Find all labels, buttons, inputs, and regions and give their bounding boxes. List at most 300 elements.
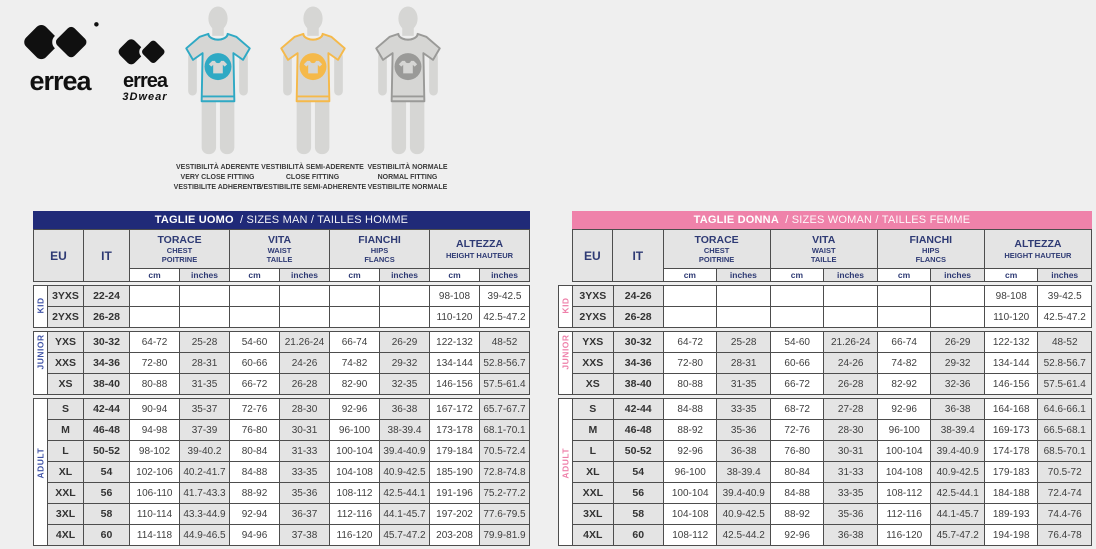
measure-cm-cell: 94-96 [230,525,280,546]
measure-cm-cell: 108-112 [663,525,717,546]
measure-label: HEIGHT HAUTEUR [1004,250,1072,260]
measure-inches-cell: 37-38 [280,525,330,546]
size-row [559,462,1092,483]
column-header-eu: EU [572,230,612,282]
size-it-cell: 46-48 [613,420,663,441]
errea-logo-text: errea [29,66,91,96]
size-it-cell: 50-52 [613,441,663,462]
errea-diamonds-icon [18,18,102,68]
size-eu-cell: XS [48,374,84,395]
measure-label: TAILLE [810,255,837,265]
measure-cm-cell: 94-98 [130,420,180,441]
measure-inches-cell: 32-35 [380,374,430,395]
measure-cm-cell: 76-80 [770,441,824,462]
measure-cm-cell: 66-72 [770,374,824,395]
size-eu-cell: XXL [573,483,613,504]
woman-header-table [558,229,1092,282]
unit-cm-label: cm [770,269,824,282]
size-eu-cell: 2YXS [573,307,613,328]
measure-cm-cell: 100-104 [330,441,380,462]
size-row [34,286,530,307]
measure-inches-cell: 39-42.5 [1038,286,1092,307]
size-row [34,441,530,462]
measure-inches-cell: 43.3-44.9 [180,504,230,525]
measure-inches-cell [280,307,330,328]
measure-cm-cell: 110-120 [430,307,480,328]
measure-inches-cell: 72.4-74 [1038,483,1092,504]
measure-cm-cell [330,286,380,307]
fit-figure-normal [360,6,455,193]
size-row [34,504,530,525]
measure-inches-cell: 31-35 [180,374,230,395]
unit-inches-label: inches [280,269,330,282]
measure-inches-cell: 65.7-67.7 [480,399,530,420]
measure-label: POITRINE [161,255,198,265]
size-row [559,525,1092,546]
measure-inches-cell: 35-36 [717,420,771,441]
measure-cm-cell: 110-114 [130,504,180,525]
size-it-cell: 38-40 [613,374,663,395]
measure-cm-cell: 96-100 [330,420,380,441]
size-it-cell: 38-40 [84,374,130,395]
table-title-rest: / SIZES WOMAN / TAILLES FEMME [785,214,971,226]
size-eu-cell: 3XL [48,504,84,525]
size-eu-cell: 4XL [573,525,613,546]
measure-cm-cell: 96-100 [663,462,717,483]
measure-cm-cell: 100-104 [663,483,717,504]
size-eu-cell: 4XL [48,525,84,546]
measure-cm-cell: 122-132 [984,332,1038,353]
group-label-text: ADULT [560,447,571,479]
measure-inches-cell: 64.6-66.1 [1038,399,1092,420]
measure-inches-cell: 38-39.4 [717,462,771,483]
measure-cm-cell: 66-74 [330,332,380,353]
measure-cm-cell: 92-94 [230,504,280,525]
size-row [34,483,530,504]
unit-inches-label: inches [824,269,878,282]
size-row [559,332,1092,353]
measure-cm-cell: 72-76 [770,420,824,441]
measure-inches-cell: 42.5-44.2 [717,525,771,546]
measure-cm-cell: 146-156 [430,374,480,395]
size-it-cell: 58 [613,504,663,525]
errea-3dwear-logo-sub: 3Dwear [122,91,168,103]
measure-cm-cell: 84-88 [230,462,280,483]
measure-cm-cell: 92-96 [663,441,717,462]
measure-inches-cell: 24-26 [280,353,330,374]
measure-inches-cell: 77.6-79.5 [480,504,530,525]
measure-label: TORACE [157,233,202,246]
size-it-cell: 56 [613,483,663,504]
column-header-hips [877,230,984,269]
size-eu-cell: XS [573,374,613,395]
measure-inches-cell: 33-35 [717,399,771,420]
measure-cm-cell [130,286,180,307]
measure-inches-cell: 36-37 [280,504,330,525]
measure-cm-cell [770,307,824,328]
measure-cm-cell: 104-108 [877,462,931,483]
measure-inches-cell: 68.5-70.1 [1038,441,1092,462]
size-eu-cell: L [48,441,84,462]
fit-mannequin-icon [269,6,357,158]
measure-cm-cell [130,307,180,328]
unit-cm-label: cm [984,269,1038,282]
measure-inches-cell: 66.5-68.1 [1038,420,1092,441]
size-it-cell: 60 [84,525,130,546]
measure-inches-cell: 28-31 [717,353,771,374]
measure-inches-cell: 39.4-40.9 [380,441,430,462]
measure-label: WAIST [811,246,836,256]
fit-caption-line: VESTIBILITE SEMI-ADHERENTE [258,184,367,192]
size-eu-cell: XXL [48,483,84,504]
measure-cm-cell: 88-92 [663,420,717,441]
measure-inches-cell: 29-32 [380,353,430,374]
unit-cm-label: cm [877,269,931,282]
measure-cm-cell: 112-116 [877,504,931,525]
measure-cm-cell: 80-88 [130,374,180,395]
measure-cm-cell: 104-108 [330,462,380,483]
group-label-adult [34,399,48,546]
measure-cm-cell: 76-80 [230,420,280,441]
measure-inches-cell: 40.2-41.7 [180,462,230,483]
measure-cm-cell: 110-120 [984,307,1038,328]
size-eu-cell: 3YXS [48,286,84,307]
measure-inches-cell [824,286,878,307]
measure-cm-cell: 191-196 [430,483,480,504]
measure-cm-cell: 54-60 [770,332,824,353]
measure-inches-cell [717,286,771,307]
measure-cm-cell: 169-173 [984,420,1038,441]
measure-cm-cell: 84-88 [770,483,824,504]
measure-inches-cell: 57.5-61.4 [1038,374,1092,395]
measure-cm-cell [663,286,717,307]
size-eu-cell: XXS [48,353,84,374]
measure-cm-cell: 92-96 [877,399,931,420]
measure-cm-cell: 82-92 [877,374,931,395]
measure-inches-cell: 42.5-47.2 [1038,307,1092,328]
measure-inches-cell: 72.8-74.8 [480,462,530,483]
measure-inches-cell: 40.9-42.5 [717,504,771,525]
size-row [559,307,1092,328]
measure-inches-cell: 30-31 [280,420,330,441]
measure-inches-cell: 42.5-44.1 [931,483,985,504]
measure-label: VITA [267,233,292,246]
measure-cm-cell [877,286,931,307]
size-eu-cell: S [573,399,613,420]
measure-inches-cell: 48-52 [1038,332,1092,353]
measure-inches-cell: 21.26-24 [280,332,330,353]
measure-inches-cell: 68.1-70.1 [480,420,530,441]
measure-cm-cell [663,307,717,328]
man-table-title [33,211,530,229]
size-eu-cell: L [573,441,613,462]
fit-caption-line: VESTIBILITE ADHERENTE [173,184,262,192]
fit-caption-line: VESTIBILITÀ SEMI-ADERENTE [261,164,364,171]
measure-cm-cell: 114-118 [130,525,180,546]
size-it-cell: 30-32 [613,332,663,353]
measure-cm-cell: 80-88 [663,374,717,395]
measure-label: ALTEZZA [456,238,504,251]
errea-logo [18,18,102,95]
size-eu-cell: S [48,399,84,420]
measure-cm-cell: 84-88 [663,399,717,420]
column-header-height [984,230,1091,269]
measure-inches-cell [380,307,430,328]
size-it-cell: 42-44 [613,399,663,420]
measure-inches-cell: 28-30 [280,399,330,420]
column-header-hips [330,230,430,269]
man-group-adult [33,398,530,546]
measure-cm-cell: 122-132 [430,332,480,353]
size-row [559,420,1092,441]
measure-cm-cell: 98-102 [130,441,180,462]
measure-inches-cell: 57.5-61.4 [480,374,530,395]
header-spacer [558,230,572,282]
measure-cm-cell: 74-82 [877,353,931,374]
column-header-chest [663,230,770,269]
group-label-kid [34,286,48,328]
measure-inches-cell: 52.8-56.7 [480,353,530,374]
size-row [559,441,1092,462]
measure-label: FIANCHI [358,233,401,246]
measure-inches-cell: 35-36 [280,483,330,504]
measure-inches-cell: 26-28 [824,374,878,395]
measure-cm-cell: 82-90 [330,374,380,395]
unit-inches-label: inches [717,269,771,282]
fit-caption-line: VESTIBILITÀ ADERENTE [176,164,259,171]
measure-inches-cell: 70.5-72.4 [480,441,530,462]
measure-inches-cell: 42.5-47.2 [480,307,530,328]
measure-inches-cell: 41.7-43.3 [180,483,230,504]
measure-inches-cell: 36-38 [380,399,430,420]
unit-cm-label: cm [230,269,280,282]
fit-caption-line: NORMAL FITTING [377,174,438,182]
table-title-bold: TAGLIE UOMO [154,214,234,226]
measure-inches-cell: 74.4-76 [1038,504,1092,525]
table-title-bold: TAGLIE DONNA [693,214,779,226]
unit-cm-label: cm [663,269,717,282]
size-row [34,399,530,420]
errea-diamonds-icon [114,34,176,71]
fit-caption-line: VESTIBILITE NORMALE [367,184,448,192]
measure-cm-cell: 184-188 [984,483,1038,504]
size-eu-cell: M [573,420,613,441]
group-label-junior [34,332,48,395]
size-row [34,374,530,395]
measure-inches-cell: 39-40.2 [180,441,230,462]
measure-cm-cell: 116-120 [877,525,931,546]
group-label-text: ADULT [35,447,46,479]
measure-label: HEIGHT HAUTEUR [445,250,514,260]
measure-inches-cell: 36-38 [931,399,985,420]
measure-cm-cell [770,286,824,307]
column-header-it: IT [84,230,130,282]
woman-size-table [558,211,1092,546]
measure-inches-cell: 27-28 [824,399,878,420]
measure-cm-cell: 173-178 [430,420,480,441]
size-eu-cell: 3XL [573,504,613,525]
size-row [34,462,530,483]
measure-cm-cell: 92-96 [330,399,380,420]
size-eu-cell: 2YXS [48,307,84,328]
measure-cm-cell: 134-144 [984,353,1038,374]
man-size-groups [33,285,530,546]
measure-cm-cell: 66-72 [230,374,280,395]
measure-inches-cell: 45.7-47.2 [380,525,430,546]
measure-cm-cell: 96-100 [877,420,931,441]
size-eu-cell: YXS [48,332,84,353]
measure-inches-cell: 28-30 [824,420,878,441]
measure-cm-cell: 189-193 [984,504,1038,525]
measure-inches-cell: 39-42.5 [480,286,530,307]
measure-inches-cell: 35-37 [180,399,230,420]
size-row [559,483,1092,504]
measure-inches-cell: 39.4-40.9 [931,441,985,462]
measure-cm-cell: 88-92 [230,483,280,504]
measure-cm-cell: 146-156 [984,374,1038,395]
size-it-cell: 26-28 [84,307,130,328]
measure-label: CHEST [703,246,730,256]
measure-inches-cell: 33-35 [824,483,878,504]
column-header-waist [770,230,877,269]
group-label-junior [559,332,573,395]
measure-inches-cell: 42.5-44.1 [380,483,430,504]
size-it-cell: 46-48 [84,420,130,441]
measure-label: FLANCS [364,255,395,265]
woman-group-kid [558,285,1092,328]
unit-inches-label: inches [180,269,230,282]
measure-inches-cell [180,307,230,328]
unit-inches-label: inches [931,269,985,282]
measure-label: FIANCHI [909,233,953,246]
man-group-kid [33,285,530,328]
measure-cm-cell: 98-108 [430,286,480,307]
column-header-waist [230,230,330,269]
measure-cm-cell: 108-112 [877,483,931,504]
unit-cm-label: cm [130,269,180,282]
measure-cm-cell: 72-80 [130,353,180,374]
measure-cm-cell [230,307,280,328]
measure-inches-cell [824,307,878,328]
measure-cm-cell: 203-208 [430,525,480,546]
size-it-cell: 60 [613,525,663,546]
measure-cm-cell: 72-76 [230,399,280,420]
measure-cm-cell [877,307,931,328]
measure-cm-cell: 60-66 [230,353,280,374]
measure-cm-cell: 92-96 [770,525,824,546]
measure-inches-cell: 52.8-56.7 [1038,353,1092,374]
size-it-cell: 54 [613,462,663,483]
measure-inches-cell [180,286,230,307]
measure-inches-cell [931,286,985,307]
measure-cm-cell: 68-72 [770,399,824,420]
measure-inches-cell: 44.1-45.7 [931,504,985,525]
size-row [34,420,530,441]
measure-cm-cell: 106-110 [130,483,180,504]
measure-inches-cell [717,307,771,328]
measure-inches-cell: 33-35 [280,462,330,483]
measure-inches-cell: 29-32 [931,353,985,374]
fit-figure-close [258,6,367,193]
group-label-text: JUNIOR [35,334,46,370]
measure-inches-cell: 38-39.4 [380,420,430,441]
measure-cm-cell: 185-190 [430,462,480,483]
measure-inches-cell: 39.4-40.9 [717,483,771,504]
measure-inches-cell [380,286,430,307]
size-row [559,504,1092,525]
measure-inches-cell [280,286,330,307]
fit-mannequin-icon [174,6,262,158]
measure-cm-cell [230,286,280,307]
measure-label: WAIST [267,246,292,256]
size-row [559,399,1092,420]
group-label-text: KID [560,296,571,314]
measure-label: CHEST [166,246,193,256]
woman-group-adult [558,398,1092,546]
fit-figure-very-close [170,6,265,193]
fit-mannequin-icon [364,6,452,158]
size-it-cell: 58 [84,504,130,525]
measure-inches-cell: 21.26-24 [824,332,878,353]
group-label-text: KID [35,296,46,313]
measure-label: POITRINE [698,255,735,265]
column-header-eu: EU [34,230,84,282]
measure-inches-cell: 36-38 [824,525,878,546]
size-row [559,353,1092,374]
measure-cm-cell: 104-108 [663,504,717,525]
size-row [34,307,530,328]
measure-cm-cell: 64-72 [130,332,180,353]
errea-3dwear-logo-text: errea [123,70,167,92]
table-title-rest: / SIZES MAN / TAILLES HOMME [240,214,409,226]
group-label-kid [559,286,573,328]
group-label-adult [559,399,573,546]
measure-cm-cell: 197-202 [430,504,480,525]
measure-inches-cell: 26-29 [380,332,430,353]
measure-inches-cell: 26-29 [931,332,985,353]
size-it-cell: 30-32 [84,332,130,353]
measure-cm-cell [330,307,380,328]
measure-cm-cell: 174-178 [984,441,1038,462]
measure-cm-cell: 88-92 [770,504,824,525]
size-eu-cell: 3YXS [573,286,613,307]
size-row [559,374,1092,395]
measure-inches-cell: 44.1-45.7 [380,504,430,525]
measure-cm-cell: 60-66 [770,353,824,374]
fit-caption-line: CLOSE FITTING [285,174,340,182]
measure-inches-cell: 40.9-42.5 [380,462,430,483]
measure-label: HIPS [370,246,389,256]
measure-cm-cell: 90-94 [130,399,180,420]
fit-caption-line: VERY CLOSE FITTING [180,174,255,182]
measure-cm-cell: 112-116 [330,504,380,525]
size-it-cell: 34-36 [613,353,663,374]
size-eu-cell: YXS [573,332,613,353]
measure-cm-cell: 80-84 [230,441,280,462]
measure-inches-cell: 24-26 [824,353,878,374]
measure-inches-cell: 48-52 [480,332,530,353]
measure-cm-cell: 116-120 [330,525,380,546]
measure-inches-cell: 79.9-81.9 [480,525,530,546]
woman-group-junior [558,331,1092,395]
measure-cm-cell: 134-144 [430,353,480,374]
size-eu-cell: M [48,420,84,441]
measure-inches-cell: 40.9-42.5 [931,462,985,483]
measure-inches-cell: 76.4-78 [1038,525,1092,546]
measure-inches-cell: 31-33 [824,462,878,483]
measure-inches-cell: 35-36 [824,504,878,525]
measure-cm-cell: 80-84 [770,462,824,483]
